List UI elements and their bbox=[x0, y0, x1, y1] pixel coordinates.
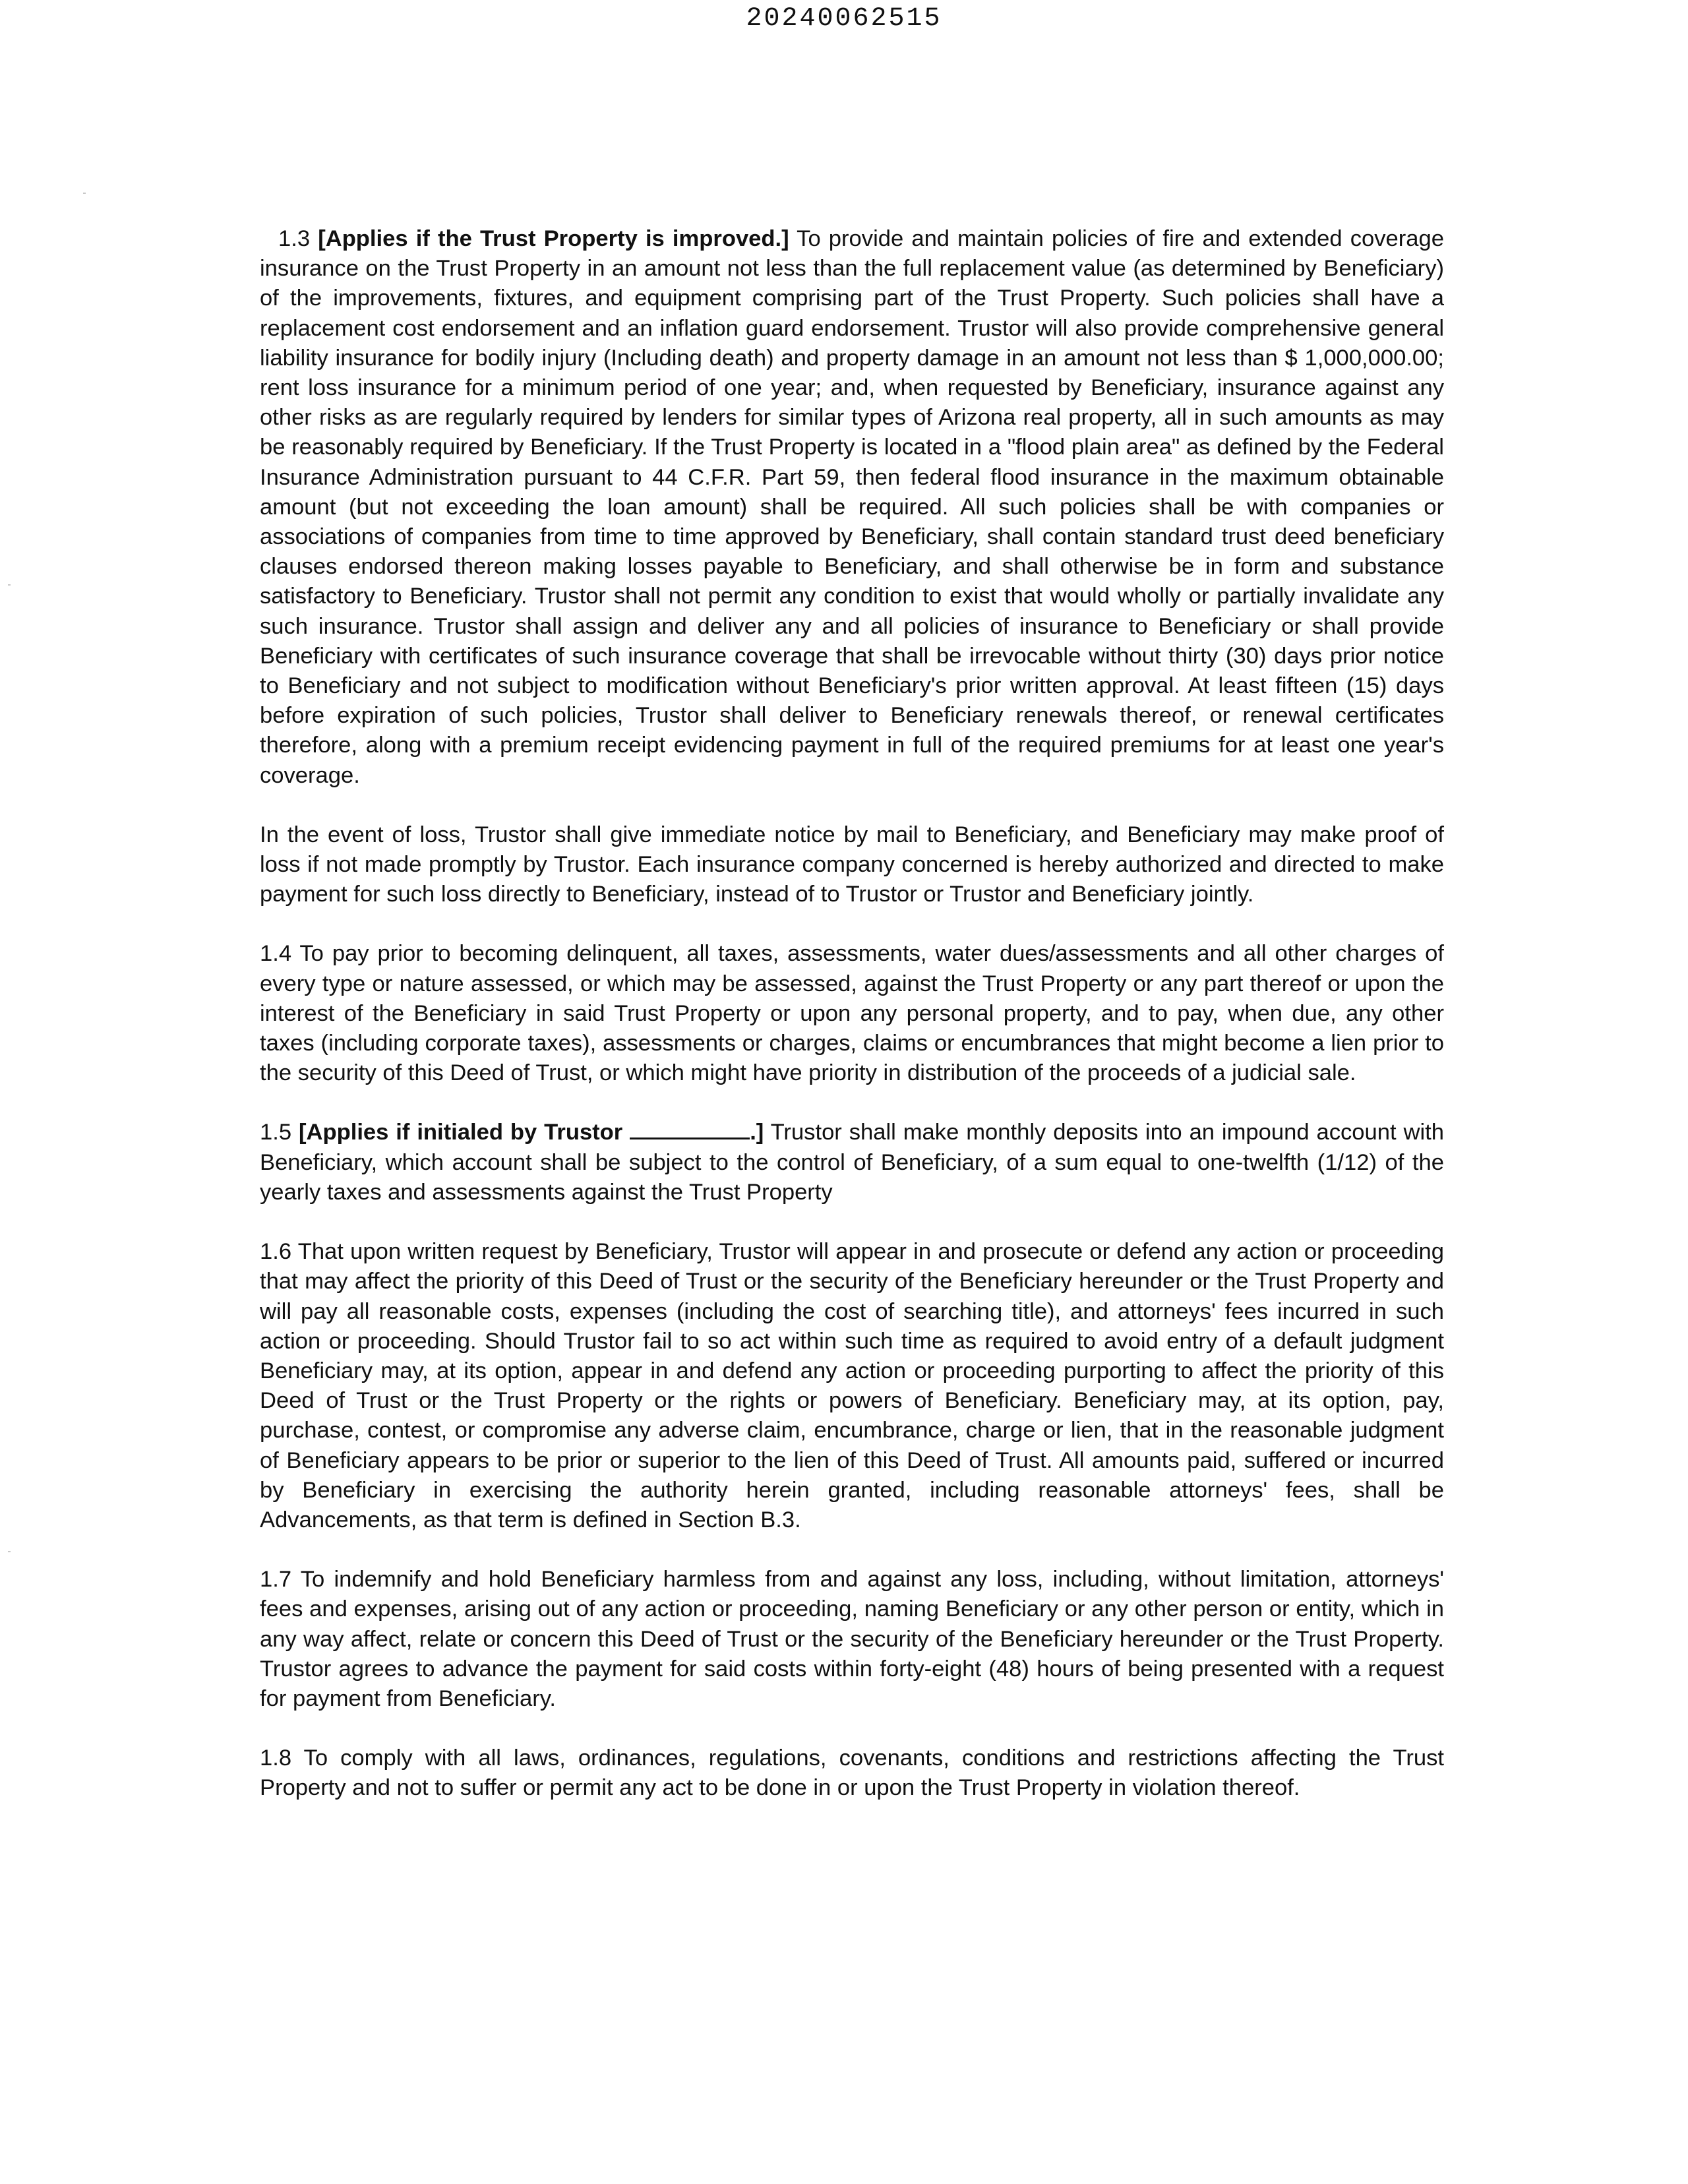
paragraph-number: 1.5 bbox=[260, 1120, 299, 1145]
paragraph-text: In the event of loss, Trustor shall give immediate notice by mail to Beneficiary, and Beneficiary may make proof of loss if not made promptly by Trustor. Each insurance company concerned is hereby authorized and directed to make payment for such loss directly to Beneficiary, instead of to Trustor or Trustor and Beneficiary jointly. bbox=[260, 822, 1444, 907]
paragraph-1-4 bbox=[260, 939, 1444, 1088]
paragraph-1-5 bbox=[260, 1118, 1444, 1207]
paragraph-text: To provide and maintain policies of fire and extended coverage insurance on the Trust Property in an amount not less than the full replacement value (as determined by Beneficiary) of the improvements, fixtures, and equipment comprising part of the Trust Property. Such policies shall have a replacement cost endorsement and an inflation guard endorsement. Trustor will also provide comprehensive general liability insurance for bodily injury (Including death) and property damage in an amount not less than $ 1,000,000.00; rent loss insurance for a minimum period of one year; and, when requested by Beneficiary, insurance against any other risks as are regularly required by lenders for similar types of Arizona real property, all in such amounts as may be reasonably required by Beneficiary. If the Trust Property is located in a "flood plain area" as defined by the Federal Insurance Administration pursuant to 44 C.F.R. Part 59, then federal flood insurance in the maximum obtainable amount (but not exceeding the loan amount) shall be required. All such policies shall be with companies or associations of companies from time to time approved by Beneficiary, shall contain standard trust deed beneficiary clauses endorsed thereon making losses payable to Beneficiary, and shall otherwise be in form and substance satisfactory to Beneficiary. Trustor shall not permit any condition to exist that would wholly or partially invalidate any such insurance. Trustor shall assign and deliver any and all policies of insurance to Beneficiary or shall provide Beneficiary with certificates of such insurance coverage that shall be irrevocable without thirty (30) days prior notice to Beneficiary and not subject to modification without Beneficiary's prior written approval. At least fifteen (15) days before expiration of such policies, Trustor shall deliver to Beneficiary renewals thereof, or renewal certificates therefore, along with a premium receipt evidencing payment in full of the required premiums for at least one year's coverage. bbox=[260, 226, 1444, 788]
paragraph-1-7 bbox=[260, 1565, 1444, 1714]
scan-speck bbox=[8, 584, 11, 586]
paragraph-number: 1.3 bbox=[278, 226, 318, 251]
paragraph-heading: [Applies if the Trust Property is improved.] bbox=[318, 226, 789, 251]
paragraph-text: 1.8 To comply with all laws, ordinances, regulations, covenants, conditions and restrictions affecting the Trust Property and not to suffer or permit any act to be done in or upon the Trust Property in violation thereof. bbox=[260, 1745, 1444, 1801]
paragraph-text: 1.7 To indemnify and hold Beneficiary harmless from and against any loss, including, without limitation, attorneys' fees and expenses, arising out of any action or proceeding, naming Beneficiary or any other person or entity, which in any way affect, relate or concern this Deed of Trust or the security of the Beneficiary hereunder or the Trust Property. Trustor agrees to advance the payment for said costs within forty-eight (48) hours of being presented with a request for payment from Beneficiary. bbox=[260, 1567, 1444, 1711]
initials-blank bbox=[630, 1118, 750, 1139]
paragraph-1-6 bbox=[260, 1237, 1444, 1535]
paragraph-text: Trustor shall make monthly deposits into an impound account with Beneficiary, which account shall be subject to the control of Beneficiary, of a sum equal to one-twelfth (1/12) of the yearly taxes and assessments against the Trust Property bbox=[260, 1120, 1444, 1205]
scan-speck bbox=[8, 1551, 11, 1552]
paragraph-heading-end: .] bbox=[750, 1120, 764, 1145]
scan-speck bbox=[83, 193, 86, 194]
recording-number: 20240062515 bbox=[746, 4, 942, 34]
paragraph-heading: [Applies if initialed by Trustor bbox=[298, 1120, 630, 1145]
document-body bbox=[260, 224, 1444, 1804]
paragraph-loss bbox=[260, 820, 1444, 910]
paragraph-text: 1.4 To pay prior to becoming delinquent, all taxes, assessments, water dues/assessments and all other charges of every type or nature assessed, or which may be assessed, against the Trust Property or any part thereof or upon the interest of the Beneficiary in said Trust Property or upon any personal property, and to pay, when due, any other taxes (including corporate taxes), assessments or charges, claims or encumbrances that might become a lien prior to the security of this Deed of Trust, or which might have priority in distribution of the proceeds of a judicial sale. bbox=[260, 941, 1444, 1086]
paragraph-1-3 bbox=[260, 224, 1444, 791]
paragraph-1-8 bbox=[260, 1744, 1444, 1803]
paragraph-text: 1.6 That upon written request by Beneficiary, Trustor will appear in and prosecute or defend any action or proceeding that may affect the priority of this Deed of Trust or the security of the Beneficiary hereunder or the Trust Property and will pay all reasonable costs, expenses (including the cost of searching title), and attorneys' fees incurred in such action or proceeding. Should Trustor fail to so act within such time as required to avoid entry of a default judgment Beneficiary may, at its option, appear in and defend any action or proceeding purporting to affect the priority of this Deed of Trust or the Trust Property or the rights or powers of Beneficiary. Beneficiary may, at its option, pay, purchase, contest, or compromise any adverse claim, encumbrance, charge or lien, that in the reasonable judgment of Beneficiary appears to be prior or superior to the lien of this Deed of Trust. All amounts paid, suffered or incurred by Beneficiary in exercising the authority herein granted, including reasonable attorneys' fees, shall be Advancements, as that term is defined in Section B.3. bbox=[260, 1239, 1444, 1532]
